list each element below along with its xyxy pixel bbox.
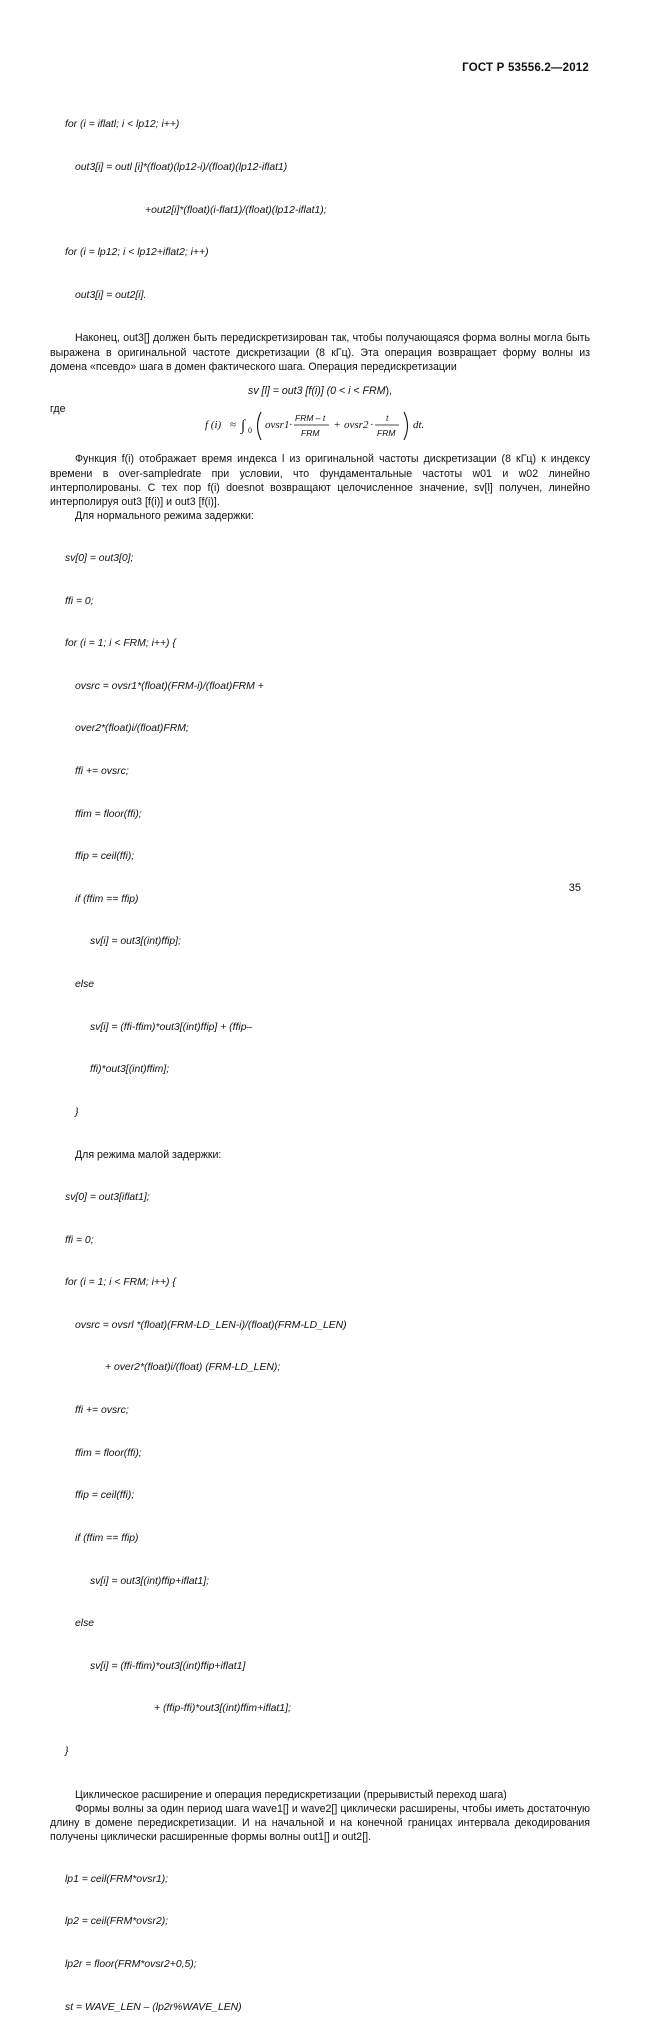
code-line: } <box>75 1106 79 1118</box>
paragraph-function-f: Функция f(i) отображает время индекса l из оригинальной частоты дискретизации (8 кГц) к индексу времени в over-sampledrate при условии, что фундаментальные частоты w01 и w02 линейно интерполированы. С тех пор f(i) doesnot возвращают целочисленное значение, sv[l] получен, линейно интерполируя out3 [f(i)] и out3 [f(i)]. <box>50 453 590 509</box>
code-line: sv[0] = out3[0]; <box>65 552 134 564</box>
code-line: ffim = floor(ffi); <box>75 808 142 820</box>
code-line: if (ffim == ffip) <box>75 893 139 905</box>
code-block-1 <box>50 90 590 331</box>
formula-integral-lower: 0 <box>248 426 252 436</box>
code-line: over2*(float)i/(float)FRM; <box>75 723 189 735</box>
formula-sv <box>50 384 590 398</box>
code-line: else <box>75 978 95 990</box>
code-line: sv[i] = out3[(int)ffip]; <box>90 936 181 948</box>
code-line: ffi = 0; <box>65 1234 94 1246</box>
code-line: for (i = 1; i < FRM; i++) { <box>65 1277 176 1289</box>
code-line: ovsrc = ovsrl *(float)(FRM-LD_LEN-i)/(float)(FRM-LD_LEN) <box>75 1319 347 1331</box>
code-line: ffip = ceil(ffi); <box>75 1490 135 1502</box>
formula-sv-condition: 0 < i < FRM <box>330 385 386 398</box>
code-line: ffi = 0; <box>65 595 94 607</box>
code-line: +out2[i]*(float)(i-flat1)/(float)(lp12-iflat1); <box>145 204 327 216</box>
code-line: st = WAVE_LEN – (lp2r%WAVE_LEN) <box>65 2001 242 2013</box>
formula-integral: ∫ <box>241 418 246 435</box>
code-line: } <box>65 1745 69 1757</box>
code-line: sv[i] = (ffi-ffim)*out3[(int)ffip+iflat1] <box>90 1660 246 1672</box>
code-line: ffip = ceil(ffi); <box>75 851 135 863</box>
normal-mode-label: Для нормального режима задержки: <box>75 510 254 523</box>
code-line: ffim = floor(ffi); <box>75 1447 142 1459</box>
code-line: sv[i] = out3[(int)ffip+iflat1]; <box>90 1575 209 1587</box>
code-line: out3[i] = out2[i]. <box>75 289 147 301</box>
formula-ovsr2: ovsr2 <box>344 419 369 432</box>
formula-f-of-i-svg <box>205 406 475 446</box>
formula-sv-lhs: sv [l] = out3 [f(i)] ( <box>248 385 331 398</box>
formula-approx: ≈ <box>230 419 237 432</box>
low-mode-label: Для режима малой задержки: <box>75 1149 222 1162</box>
code-line: + (ffip-ffi)*out3[(int)ffim+iflat1]; <box>154 1703 291 1715</box>
code-line: sv[i] = (ffi-ffim)*out3[(int)ffip] + (ffip– <box>90 1021 253 1033</box>
code-line: sv[0] = out3[iflat1]; <box>65 1192 150 1204</box>
formula-dt: dt. <box>413 419 425 432</box>
formula-den-2: FRM <box>377 428 396 439</box>
code-line: for (i = 1; i < FRM; i++) { <box>65 638 176 650</box>
formula-num-1: FRM – t <box>295 413 326 424</box>
formula-plus: + <box>334 419 341 432</box>
formula-dot-2: · <box>370 419 374 432</box>
formula-f-of-i <box>50 406 590 446</box>
code-line: + over2*(float)i/(float) (FRM-LD_LEN); <box>105 1362 281 1374</box>
formula-num-2: t <box>386 413 389 424</box>
paragraph-resampling-intro: Наконец, out3[] должен быть передискретизирован так, чтобы получающаяся форма волны могла быть выражена в оригинальной частоте дискретизации (8 кГц). Эта операция возвращает форму волны из домена «псевдо» шага в домен фактического шага. Операция передискретизации <box>50 332 590 373</box>
code-line: ffi += ovsrc; <box>75 1405 129 1417</box>
code-line: for (i = lp12; i < lp12+iflat2; i++) <box>65 247 209 259</box>
paragraph-cyclic-extension: Формы волны за один период шага wave1[] и wave2[] циклически расширены, чтобы иметь достаточную длину в домене передискретизации. И на начальной и на конечной границах интервала декодирования получены циклически расширенные формы волны out1[] и out2[]. <box>50 1802 590 1844</box>
section-title-cyclic-extension: Циклическое расширение и операция передискретизации (прерывистый переход шага) <box>75 1788 507 1801</box>
code-line: out3[i] = outl [i]*(float)(lp12-i)/(float)(lp12-iflat1) <box>75 162 288 174</box>
formula-ovsr1: ovsr1 <box>265 419 290 432</box>
code-line: if (ffim == ffip) <box>75 1532 139 1544</box>
code-block-2 <box>50 523 590 1148</box>
document-header: ГОСТ Р 53556.2—2012 <box>462 62 589 74</box>
formula-dot-1: · <box>289 419 293 432</box>
code-line: ffi)*out3[(int)ffim]; <box>90 1064 170 1076</box>
formula-sv-tail: ), <box>385 385 392 398</box>
formula-den-1: FRM <box>301 428 320 439</box>
where-label: где <box>50 403 66 416</box>
document-content <box>50 90 590 2043</box>
formula-open-paren <box>258 412 262 440</box>
code-line: ovsrc = ovsr1*(float)(FRM-i)/(float)FRM + <box>75 680 264 692</box>
formula-f-symbol: f (i) <box>205 419 222 432</box>
code-line: for (i = iflatl; i < lp12; i++) <box>65 119 180 131</box>
code-line: lp2r = floor(FRM*ovsr2+0,5); <box>65 1959 197 1970</box>
code-line: ffi += ovsrc; <box>75 765 129 777</box>
code-line: else <box>75 1618 95 1630</box>
code-line: lp2 = ceil(FRM*ovsr2); <box>65 1916 169 1928</box>
code-block-4 <box>50 1844 590 2043</box>
formula-close-paren <box>404 412 408 440</box>
code-line: lp1 = ceil(FRM*ovsr1); <box>65 1873 169 1885</box>
page-number: 35 <box>568 882 581 894</box>
code-block-3 <box>50 1163 590 1788</box>
